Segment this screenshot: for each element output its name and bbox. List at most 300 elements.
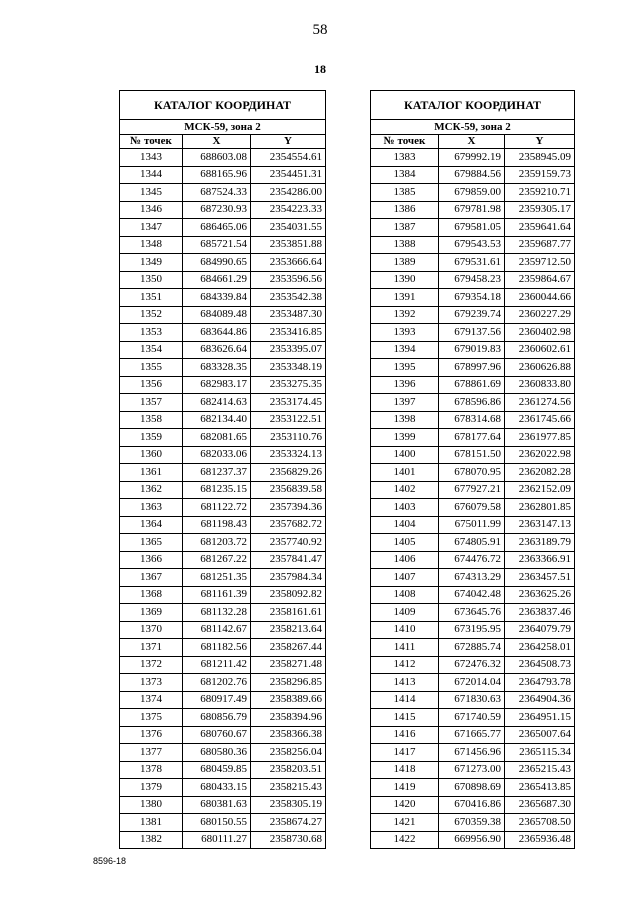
y-coordinate-cell: 2362152.09 — [505, 481, 575, 499]
y-coordinate-cell: 2353542.38 — [251, 289, 326, 307]
point-number-cell: 1344 — [120, 166, 183, 184]
x-coordinate-cell: 683644.86 — [183, 324, 251, 342]
catalog-title: КАТАЛОГ КООРДИНАТ — [371, 91, 575, 120]
x-coordinate-cell: 679137.56 — [439, 324, 505, 342]
y-coordinate-cell: 2363147.13 — [505, 516, 575, 534]
x-coordinate-cell: 680381.63 — [183, 796, 251, 814]
point-number-cell: 1357 — [120, 394, 183, 412]
point-number-cell: 1352 — [120, 306, 183, 324]
table-row — [120, 709, 326, 727]
y-coordinate-cell: 2360044.66 — [505, 289, 575, 307]
y-coordinate-cell: 2358945.09 — [505, 149, 575, 167]
table-row — [371, 744, 575, 762]
y-coordinate-cell: 2353596.56 — [251, 271, 326, 289]
table-row — [371, 779, 575, 797]
point-number-cell: 1374 — [120, 691, 183, 709]
x-coordinate-cell: 680459.85 — [183, 761, 251, 779]
point-number-cell: 1389 — [371, 254, 439, 272]
y-coordinate-cell: 2360833.80 — [505, 376, 575, 394]
x-coordinate-cell: 680433.15 — [183, 779, 251, 797]
point-number-cell: 1406 — [371, 551, 439, 569]
y-coordinate-cell: 2357841.47 — [251, 551, 326, 569]
table-row — [120, 814, 326, 832]
table-row — [371, 271, 575, 289]
table-row — [371, 499, 575, 517]
x-coordinate-cell: 678861.69 — [439, 376, 505, 394]
y-coordinate-cell: 2365215.43 — [505, 761, 575, 779]
x-coordinate-cell: 679354.18 — [439, 289, 505, 307]
point-number-cell: 1414 — [371, 691, 439, 709]
point-number-cell: 1361 — [120, 464, 183, 482]
table-row — [120, 569, 326, 587]
y-coordinate-cell: 2359864.67 — [505, 271, 575, 289]
table-row — [371, 569, 575, 587]
y-coordinate-cell: 2358271.48 — [251, 656, 326, 674]
point-number-cell: 1347 — [120, 219, 183, 237]
point-number-cell: 1358 — [120, 411, 183, 429]
point-number-cell: 1396 — [371, 376, 439, 394]
point-number-cell: 1345 — [120, 184, 183, 202]
table-row — [371, 219, 575, 237]
point-number-cell: 1395 — [371, 359, 439, 377]
y-coordinate-cell: 2361745.66 — [505, 411, 575, 429]
point-number-cell: 1349 — [120, 254, 183, 272]
x-coordinate-cell: 682081.65 — [183, 429, 251, 447]
table-row — [120, 464, 326, 482]
x-coordinate-cell: 679781.98 — [439, 201, 505, 219]
x-coordinate-cell: 681161.39 — [183, 586, 251, 604]
table-row — [120, 429, 326, 447]
y-coordinate-cell: 2358674.27 — [251, 814, 326, 832]
x-coordinate-cell: 672885.74 — [439, 639, 505, 657]
point-number-cell: 1363 — [120, 499, 183, 517]
table-row — [371, 551, 575, 569]
table-row — [371, 376, 575, 394]
table-row — [120, 761, 326, 779]
table-row — [120, 324, 326, 342]
table-row — [120, 446, 326, 464]
x-coordinate-cell: 687230.93 — [183, 201, 251, 219]
x-coordinate-cell: 681122.72 — [183, 499, 251, 517]
y-coordinate-cell: 2360602.61 — [505, 341, 575, 359]
table-row — [120, 499, 326, 517]
table-row — [120, 341, 326, 359]
table-row — [120, 604, 326, 622]
y-coordinate-cell: 2363457.51 — [505, 569, 575, 587]
x-coordinate-cell: 673195.95 — [439, 621, 505, 639]
y-coordinate-cell: 2353174.45 — [251, 394, 326, 412]
y-coordinate-cell: 2358215.43 — [251, 779, 326, 797]
y-coordinate-cell: 2363837.46 — [505, 604, 575, 622]
y-coordinate-cell: 2358267.44 — [251, 639, 326, 657]
y-coordinate-cell: 2362022.98 — [505, 446, 575, 464]
point-number-cell: 1387 — [371, 219, 439, 237]
y-coordinate-cell: 2363366.91 — [505, 551, 575, 569]
x-coordinate-cell: 680580.36 — [183, 744, 251, 762]
point-number-cell: 1409 — [371, 604, 439, 622]
x-coordinate-cell: 670416.86 — [439, 796, 505, 814]
y-coordinate-cell: 2354031.55 — [251, 219, 326, 237]
y-coordinate-cell: 2363625.26 — [505, 586, 575, 604]
coordinate-catalog-table-left — [119, 90, 326, 849]
x-coordinate-cell: 686465.06 — [183, 219, 251, 237]
table-row — [120, 744, 326, 762]
y-coordinate-cell: 2353122.51 — [251, 411, 326, 429]
point-number-cell: 1412 — [371, 656, 439, 674]
column-header-y: Y — [505, 134, 575, 149]
point-number-cell: 1392 — [371, 306, 439, 324]
point-number-cell: 1399 — [371, 429, 439, 447]
table-row — [371, 534, 575, 552]
point-number-cell: 1398 — [371, 411, 439, 429]
y-coordinate-cell: 2353487.30 — [251, 306, 326, 324]
column-header-x: X — [183, 134, 251, 149]
y-coordinate-cell: 2361274.56 — [505, 394, 575, 412]
table-row — [120, 411, 326, 429]
table-row — [120, 831, 326, 849]
point-number-cell: 1365 — [120, 534, 183, 552]
table-row — [371, 341, 575, 359]
point-number-cell: 1378 — [120, 761, 183, 779]
x-coordinate-cell: 680760.67 — [183, 726, 251, 744]
coordinate-system: МСК-59, зона 2 — [120, 120, 326, 135]
x-coordinate-cell: 678596.86 — [439, 394, 505, 412]
document-code: 8596-18 — [93, 856, 127, 866]
table-row — [120, 796, 326, 814]
table-row — [120, 219, 326, 237]
table-row — [120, 236, 326, 254]
x-coordinate-cell: 679531.61 — [439, 254, 505, 272]
coordinate-catalog-table-right — [370, 90, 575, 849]
point-number-cell: 1362 — [120, 481, 183, 499]
x-coordinate-cell: 674042.48 — [439, 586, 505, 604]
y-coordinate-cell: 2365687.30 — [505, 796, 575, 814]
point-number-cell: 1356 — [120, 376, 183, 394]
point-number-cell: 1369 — [120, 604, 183, 622]
x-coordinate-cell: 684661.29 — [183, 271, 251, 289]
x-coordinate-cell: 682414.63 — [183, 394, 251, 412]
point-number-cell: 1377 — [120, 744, 183, 762]
point-number-cell: 1355 — [120, 359, 183, 377]
x-coordinate-cell: 681267.22 — [183, 551, 251, 569]
point-number-cell: 1373 — [120, 674, 183, 692]
table-row — [371, 831, 575, 849]
table-row — [371, 411, 575, 429]
table-row — [120, 674, 326, 692]
table-row — [120, 271, 326, 289]
y-coordinate-cell: 2358256.04 — [251, 744, 326, 762]
point-number-cell: 1403 — [371, 499, 439, 517]
table-row — [120, 726, 326, 744]
x-coordinate-cell: 669956.90 — [439, 831, 505, 849]
table-row — [371, 709, 575, 727]
x-coordinate-cell: 679859.00 — [439, 184, 505, 202]
point-number-cell: 1379 — [120, 779, 183, 797]
point-number-cell: 1402 — [371, 481, 439, 499]
x-coordinate-cell: 670898.69 — [439, 779, 505, 797]
y-coordinate-cell: 2356829.26 — [251, 464, 326, 482]
point-number-cell: 1420 — [371, 796, 439, 814]
y-coordinate-cell: 2364951.15 — [505, 709, 575, 727]
x-coordinate-cell: 685721.54 — [183, 236, 251, 254]
x-coordinate-cell: 680111.27 — [183, 831, 251, 849]
point-number-cell: 1367 — [120, 569, 183, 587]
y-coordinate-cell: 2360227.29 — [505, 306, 575, 324]
table-row — [371, 814, 575, 832]
table-row — [120, 779, 326, 797]
x-coordinate-cell: 677927.21 — [439, 481, 505, 499]
point-number-cell: 1354 — [120, 341, 183, 359]
y-coordinate-cell: 2359687.77 — [505, 236, 575, 254]
point-number-cell: 1391 — [371, 289, 439, 307]
x-coordinate-cell: 671740.59 — [439, 709, 505, 727]
y-coordinate-cell: 2364793.78 — [505, 674, 575, 692]
y-coordinate-cell: 2353666.64 — [251, 254, 326, 272]
y-coordinate-cell: 2358161.61 — [251, 604, 326, 622]
table-row — [371, 306, 575, 324]
x-coordinate-cell: 683328.35 — [183, 359, 251, 377]
table-row — [120, 691, 326, 709]
point-number-cell: 1382 — [120, 831, 183, 849]
point-number-cell: 1353 — [120, 324, 183, 342]
y-coordinate-cell: 2358296.85 — [251, 674, 326, 692]
y-coordinate-cell: 2353395.07 — [251, 341, 326, 359]
x-coordinate-cell: 676079.58 — [439, 499, 505, 517]
y-coordinate-cell: 2359305.17 — [505, 201, 575, 219]
y-coordinate-cell: 2359641.64 — [505, 219, 575, 237]
point-number-cell: 1408 — [371, 586, 439, 604]
x-coordinate-cell: 681132.28 — [183, 604, 251, 622]
x-coordinate-cell: 681235.15 — [183, 481, 251, 499]
table-row — [371, 429, 575, 447]
x-coordinate-cell: 671456.96 — [439, 744, 505, 762]
y-coordinate-cell: 2365708.50 — [505, 814, 575, 832]
table-row — [371, 184, 575, 202]
x-coordinate-cell: 680150.55 — [183, 814, 251, 832]
y-coordinate-cell: 2364904.36 — [505, 691, 575, 709]
x-coordinate-cell: 681142.67 — [183, 621, 251, 639]
table-row — [371, 674, 575, 692]
y-coordinate-cell: 2358730.68 — [251, 831, 326, 849]
y-coordinate-cell: 2357740.92 — [251, 534, 326, 552]
table-row — [371, 359, 575, 377]
x-coordinate-cell: 681198.43 — [183, 516, 251, 534]
point-number-cell: 1404 — [371, 516, 439, 534]
x-coordinate-cell: 679458.23 — [439, 271, 505, 289]
x-coordinate-cell: 678314.68 — [439, 411, 505, 429]
x-coordinate-cell: 682033.06 — [183, 446, 251, 464]
table-row — [371, 621, 575, 639]
column-header-point: № точек — [371, 134, 439, 149]
y-coordinate-cell: 2359210.71 — [505, 184, 575, 202]
table-row — [120, 359, 326, 377]
point-number-cell: 1418 — [371, 761, 439, 779]
table-row — [371, 166, 575, 184]
y-coordinate-cell: 2353324.13 — [251, 446, 326, 464]
y-coordinate-cell: 2358203.51 — [251, 761, 326, 779]
table-row — [371, 324, 575, 342]
point-number-cell: 1351 — [120, 289, 183, 307]
point-number-cell: 1421 — [371, 814, 439, 832]
point-number-cell: 1364 — [120, 516, 183, 534]
table-row — [371, 604, 575, 622]
y-coordinate-cell: 2353348.19 — [251, 359, 326, 377]
table-row — [371, 586, 575, 604]
point-number-cell: 1393 — [371, 324, 439, 342]
point-number-cell: 1371 — [120, 639, 183, 657]
table-row — [371, 796, 575, 814]
x-coordinate-cell: 688603.08 — [183, 149, 251, 167]
table-row — [371, 254, 575, 272]
y-coordinate-cell: 2354223.33 — [251, 201, 326, 219]
x-coordinate-cell: 679543.53 — [439, 236, 505, 254]
point-number-cell: 1346 — [120, 201, 183, 219]
x-coordinate-cell: 678177.64 — [439, 429, 505, 447]
column-header-point: № точек — [120, 134, 183, 149]
point-number-cell: 1397 — [371, 394, 439, 412]
x-coordinate-cell: 672014.04 — [439, 674, 505, 692]
point-number-cell: 1415 — [371, 709, 439, 727]
x-coordinate-cell: 682983.17 — [183, 376, 251, 394]
x-coordinate-cell: 688165.96 — [183, 166, 251, 184]
x-coordinate-cell: 681182.56 — [183, 639, 251, 657]
x-coordinate-cell: 681202.76 — [183, 674, 251, 692]
y-coordinate-cell: 2356839.58 — [251, 481, 326, 499]
point-number-cell: 1360 — [120, 446, 183, 464]
y-coordinate-cell: 2353275.35 — [251, 376, 326, 394]
y-coordinate-cell: 2353416.85 — [251, 324, 326, 342]
y-coordinate-cell: 2364258.01 — [505, 639, 575, 657]
y-coordinate-cell: 2357682.72 — [251, 516, 326, 534]
y-coordinate-cell: 2365007.64 — [505, 726, 575, 744]
point-number-cell: 1359 — [120, 429, 183, 447]
x-coordinate-cell: 687524.33 — [183, 184, 251, 202]
sheet-number: 18 — [314, 62, 326, 76]
y-coordinate-cell: 2360626.88 — [505, 359, 575, 377]
table-row — [120, 551, 326, 569]
catalog-title: КАТАЛОГ КООРДИНАТ — [120, 91, 326, 120]
page-number: 58 — [312, 22, 328, 38]
x-coordinate-cell: 673645.76 — [439, 604, 505, 622]
table-row — [371, 464, 575, 482]
point-number-cell: 1348 — [120, 236, 183, 254]
point-number-cell: 1372 — [120, 656, 183, 674]
y-coordinate-cell: 2364508.73 — [505, 656, 575, 674]
y-coordinate-cell: 2365936.48 — [505, 831, 575, 849]
point-number-cell: 1381 — [120, 814, 183, 832]
y-coordinate-cell: 2358305.19 — [251, 796, 326, 814]
point-number-cell: 1385 — [371, 184, 439, 202]
x-coordinate-cell: 683626.64 — [183, 341, 251, 359]
table-row — [371, 394, 575, 412]
y-coordinate-cell: 2363189.79 — [505, 534, 575, 552]
y-coordinate-cell: 2354286.00 — [251, 184, 326, 202]
x-coordinate-cell: 674805.91 — [439, 534, 505, 552]
x-coordinate-cell: 681203.72 — [183, 534, 251, 552]
point-number-cell: 1370 — [120, 621, 183, 639]
table-row — [120, 639, 326, 657]
y-coordinate-cell: 2354554.61 — [251, 149, 326, 167]
y-coordinate-cell: 2357394.36 — [251, 499, 326, 517]
x-coordinate-cell: 678070.95 — [439, 464, 505, 482]
table-row — [371, 149, 575, 167]
point-number-cell: 1417 — [371, 744, 439, 762]
table-row — [120, 376, 326, 394]
x-coordinate-cell: 684339.84 — [183, 289, 251, 307]
y-coordinate-cell: 2354451.31 — [251, 166, 326, 184]
y-coordinate-cell: 2361977.85 — [505, 429, 575, 447]
table-row — [120, 254, 326, 272]
table-row — [120, 394, 326, 412]
x-coordinate-cell: 678997.96 — [439, 359, 505, 377]
table-row — [371, 639, 575, 657]
y-coordinate-cell: 2362082.28 — [505, 464, 575, 482]
table-row — [120, 289, 326, 307]
point-number-cell: 1394 — [371, 341, 439, 359]
point-number-cell: 1411 — [371, 639, 439, 657]
x-coordinate-cell: 678151.50 — [439, 446, 505, 464]
table-row — [120, 656, 326, 674]
point-number-cell: 1383 — [371, 149, 439, 167]
table-row — [120, 586, 326, 604]
table-row — [120, 621, 326, 639]
point-number-cell: 1366 — [120, 551, 183, 569]
table-row — [371, 726, 575, 744]
table-row — [120, 481, 326, 499]
x-coordinate-cell: 684089.48 — [183, 306, 251, 324]
table-row — [371, 516, 575, 534]
point-number-cell: 1368 — [120, 586, 183, 604]
x-coordinate-cell: 680856.79 — [183, 709, 251, 727]
table-row — [120, 516, 326, 534]
y-coordinate-cell: 2353110.76 — [251, 429, 326, 447]
point-number-cell: 1375 — [120, 709, 183, 727]
x-coordinate-cell: 671273.00 — [439, 761, 505, 779]
x-coordinate-cell: 674476.72 — [439, 551, 505, 569]
x-coordinate-cell: 671665.77 — [439, 726, 505, 744]
point-number-cell: 1410 — [371, 621, 439, 639]
x-coordinate-cell: 671830.63 — [439, 691, 505, 709]
point-number-cell: 1384 — [371, 166, 439, 184]
x-coordinate-cell: 680917.49 — [183, 691, 251, 709]
y-coordinate-cell: 2365115.34 — [505, 744, 575, 762]
point-number-cell: 1350 — [120, 271, 183, 289]
y-coordinate-cell: 2359712.50 — [505, 254, 575, 272]
point-number-cell: 1422 — [371, 831, 439, 849]
x-coordinate-cell: 679992.19 — [439, 149, 505, 167]
point-number-cell: 1400 — [371, 446, 439, 464]
point-number-cell: 1401 — [371, 464, 439, 482]
x-coordinate-cell: 672476.32 — [439, 656, 505, 674]
table-row — [371, 201, 575, 219]
column-header-x: X — [439, 134, 505, 149]
point-number-cell: 1419 — [371, 779, 439, 797]
x-coordinate-cell: 679884.56 — [439, 166, 505, 184]
table-row — [371, 656, 575, 674]
y-coordinate-cell: 2358389.66 — [251, 691, 326, 709]
table-row — [371, 691, 575, 709]
y-coordinate-cell: 2362801.85 — [505, 499, 575, 517]
x-coordinate-cell: 684990.65 — [183, 254, 251, 272]
point-number-cell: 1413 — [371, 674, 439, 692]
x-coordinate-cell: 679239.74 — [439, 306, 505, 324]
x-coordinate-cell: 675011.99 — [439, 516, 505, 534]
y-coordinate-cell: 2358366.38 — [251, 726, 326, 744]
table-row — [120, 201, 326, 219]
y-coordinate-cell: 2359159.73 — [505, 166, 575, 184]
y-coordinate-cell: 2365413.85 — [505, 779, 575, 797]
point-number-cell: 1388 — [371, 236, 439, 254]
